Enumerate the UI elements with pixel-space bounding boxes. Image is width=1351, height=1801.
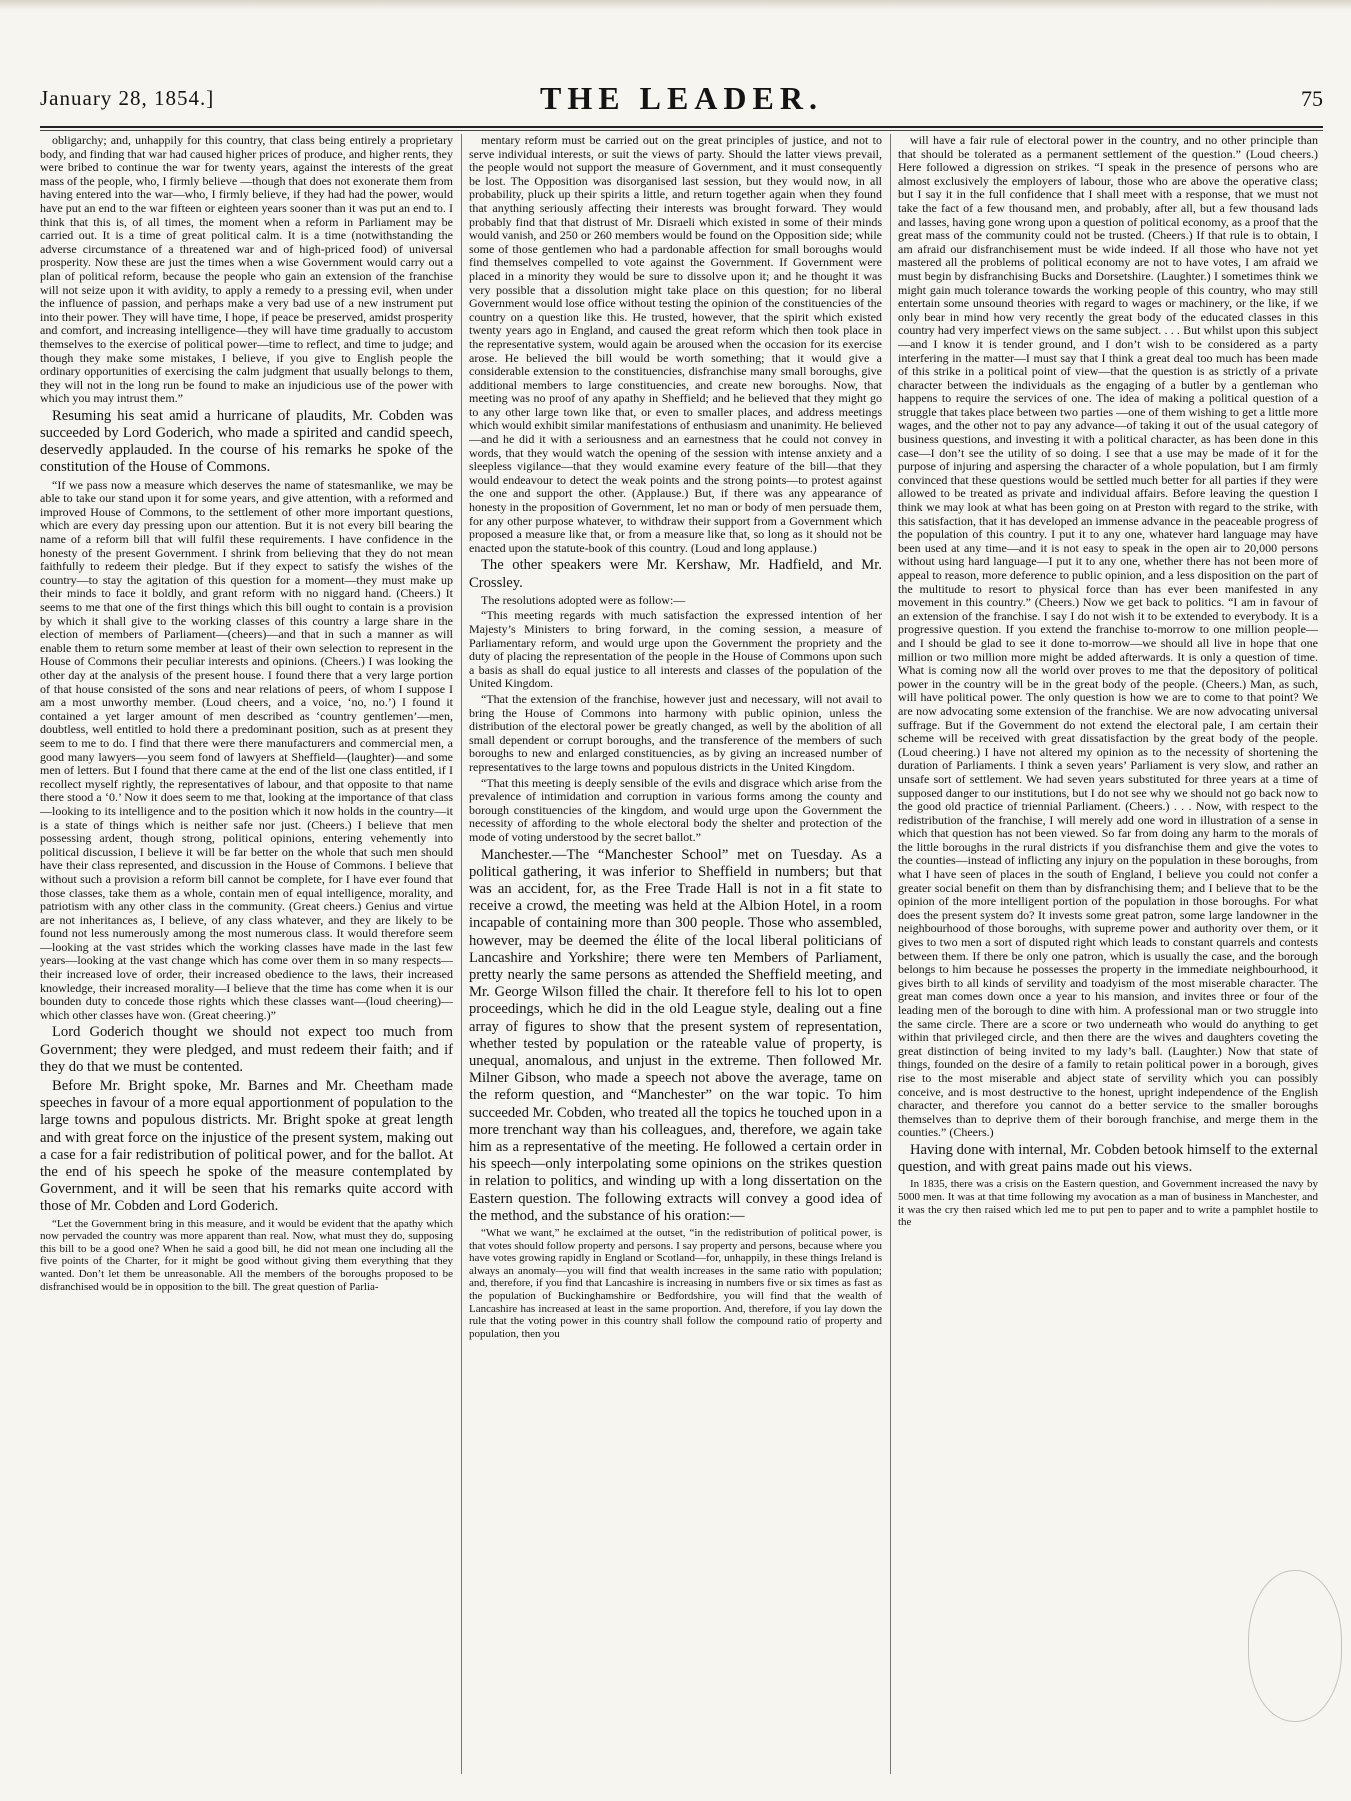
article-paragraph: “That this meeting is deeply sensible of the evils and disgrace which arise from the prevalence of intimidation and corruption in various forms among the county and borough constituencies of the kingdom, and would urge upon the Government the necessity of affording to the whole electoral body the shelter and protection of the mode of voting understood by the secret ballot.” [469, 775, 882, 844]
issue-date: January 28, 1854.] [40, 86, 215, 110]
article-paragraph: Before Mr. Bright spoke, Mr. Barnes and Mr. Cheetham made speeches in favour of a more equal apportionment of population to the large towns and populous districts. Mr. Bright spoke at great length and with great force on the injustice of the present system, making out a case for a fair redistribution of political power, and for the ballot. At the end of his speech he spoke of the measure contemplated by Government, and it will be seen that his remarks quite accord with those of Mr. Cobden and Lord Goderich. [40, 1078, 453, 1215]
page-header [40, 80, 1323, 118]
article-paragraph: “Let the Government bring in this measure, and it would be evident that the apathy which now pervaded the country was more apparent than real. Now, what must they do, supposing this bill to be a good one? When he said a good bill, he did not mean one including all the five points of the Charter, for it might be good without giving them everything that they wanted. Don’t let them be unreasonable. All the members of the boroughs proposed to be disfranchised would be in opposition to the bill. The great question of Parlia- [40, 1217, 453, 1293]
article-paragraph: The resolutions adopted were as follow:— [481, 592, 686, 607]
article-paragraph: mentary reform must be carried out on the great principles of justice, and not to serve individual interests, or suit the views of party. Should the latter views prevail, the people would not support the measure of Government, and it must consequently be lost. The Opposition was disorganised last session, but they would now, in all probability, pluck up their spirits a little, and return together again when they found that anything seriously affecting their interests was brought forward. They would probably find that that distrust of Mr. Disraeli which existed in some of their minds would vanish, and 250 or 260 members would be found on the Opposition side; while some of those gentlemen who had a pardonable affection for small boroughs would find themselves compelled to vote against the Government. If Government were placed in a minority they would be sure to dissolve upon it; and he thought it was very possible that a dissolution might take place on this question; for no liberal Government would lose office without testing the opinion of the constituencies of the country on a question like this. He trusted, however, that the spirit which existed twenty years ago in England, and caused the great reform which then took place in the representative system, would again be aroused when the occasion for its exercise arose. He believed the bill would be worth something; that it would give a considerable extension to the constituencies, disfranchise many small boroughs, give additional members to large constituencies, and create new boroughs. Now, that meeting was no proof of any apathy in Sheffield; and he believed that they might go to any other large town like that, or even to smaller places, and address meetings which would exhibit similar manifestations of enthusiasm and unanimity. He believed —and he did it with a seriousness and an earnestness that he could not convey in words, that they would watch the opening of the session with intense anxiety and a sleepless vigilance—that they would examine every feature of the bill—that they would endeavour to detect the weak points and the strong points—to protest against the one and support the other. (Applause.) But, if there was any appearance of honesty in the proposition of Government, let no man or body of men persuade them, for any other purpose whatever, to withdraw their support from a Government which proposed a measure like that, or from a measure like that, so long as it should not be enacted upon the statute-book of this country. (Loud and long applause.) [469, 134, 882, 555]
article-paragraph: Having done with internal, Mr. Cobden betook himself to the external question, and with great pains made out his views. [898, 1141, 1318, 1176]
masthead-title: THE LEADER. [540, 80, 823, 116]
article-paragraph: obligarchy; and, unhappily for this country, that class being entirely a proprietary body, and finding that war had caused higher prices of produce, and higher rents, they were bribed to continue the war for twenty years, against the interests of the great mass of the people, who, I firmly believe —though that does not exonerate them from having entered into the war—who, I firmly believe, if they had had the power, would have put an end to the war fifteen or eighteen years sooner than it was put an end to. I think that this is, of all times, the moment when a reform in Parliament may be carried out. It is a time of great political calm. It is a time (notwithstanding the adverse circumstance of a threatened war and of high-priced food) of universal prosperity. Now these are just the times when a wise Government would carry out a plan of political reform, because the people who gain an extension of the franchise will not seize upon it with avidity, to apply a remedy to a pressing evil, when under the influence of passion, and perhaps make a very bad use of a new instrument put into their power. They will have time, I hope, if peace be preserved, amidst prosperity and comfort, and increasing intelligence—they will have time gradually to accustom themselves to the exercise of political power—time to reflect, and time to judge; and though they make some mistakes, I believe, if you give to English people the ordinary opportunities of exercising the calm judgment that usually belongs to them, they will not in the long run be found to make an injudicious use of the power with which you may intrust them.” [40, 134, 453, 406]
article-paragraph: Resuming his seat amid a hurricane of plaudits, Mr. Cobden was succeeded by Lord Goderich, who made a spirited and candid speech, deservedly applauded. In the course of his remarks he spoke of the constitution of the House of Commons. [40, 407, 453, 476]
header-rule-thin [40, 130, 1323, 131]
header-rule [40, 126, 1323, 128]
article-paragraph: The other speakers were Mr. Kershaw, Mr. Hadfield, and Mr. Crossley. [469, 557, 882, 591]
article-paragraph: In 1835, there was a crisis on the Eastern question, and Government increased the navy by 5000 men. It was at that time following my avocation as a man of business in Manchester, and it was the cry then raised which led me to put pen to paper and to write a pamphlet hostile to the [898, 1178, 1318, 1229]
article-paragraph: Manchester.—The “Manchester School” met on Tuesday. As a political gathering, it was inferior to Sheffield in numbers; but that was an accident, for, as the Free Trade Hall is not in a fit state to receive a crowd, the meeting was held at the Albion Hotel, in a room incapable of containing more than 300 people. Those who assembled, however, may be deemed the élite of the local liberal politicians of Lancashire and Yorkshire; there were ten Members of Parliament, pretty nearly the same persons as attended the Sheffield meeting, and Mr. George Wilson filled the chair. It therefore fell to his lot to open proceedings, which he did in the old League style, dealing out a fine array of figures to show that the present system of representation, whether tested by population or the rateable value of property, is unequal, anomalous, and unjust in the extreme. Then followed Mr. Milner Gibson, who made a speech not above the average, tame on the reform question, and “Manchester” on the war topic. To him succeeded Mr. Cobden, who treated all the topics he touched upon in a more trenchant way than his colleagues, and, therefore, we again take him as a representative of the meeting. He followed a certain order in his speech—only interpolating some opinions on the strikes question in relation to politics, and winding up with a long dissertation on the Eastern question. The following extracts will convey a good idea of the method, and the substance of his oration:— [469, 846, 882, 1224]
column-1 [40, 134, 453, 1784]
article-paragraph: “If we pass now a measure which deserves the name of statesmanlike, we may be able to take our stand upon it for some years, and give attention, with a reformed and improved House of Commons, to the settlement of other more important questions, which are every day pressing upon our attention. But it is not every bill bearing the name of a reform bill that will fulfil these requirements. I have confidence in the honesty of the present Government. I shrink from believing that they do not mean faithfully to redeem their pledge. But if they expect to satisfy the wishes of the country—to stay the agitation of this question for a moment—they must make up their minds to face it boldly, and grant reform with no niggard hand. (Cheers.) It seems to me that one of the first things which this bill ought to contain is a provision by which it shall give to the working classes of this country a large share in the election of members of Parliament—(cheers)—and that in such a manner as will enable them to return some member at least of their own selection to represent in the House of Commons their peculiar interests and opinions. (Cheers.) I was looking the other day at the analysis of the present house. I found there that a very large portion of that house consisted of the sons and near relations of peers, of whom I suppose I am a most unworthy member. (Loud cheers, and a voice, ‘no, no.’) I found it contained a yet larger amount of men described as ‘country gentlemen’—men, doubtless, well entitled to hold there a predominant position, such as at present they seem to me to do. I find that there were there manufacturers and commercial men, a good many lawyers—you seem fond of lawyers at Sheffield—(laughter)—and some men of letters. But I found that there came at the end of the list one class entitled, if I recollect myself rightly, the representatives of labour, and that opposite to that name there stood a ‘0.’ Now it does seem to me that, looking at the importance of that class—looking to its intelligence and to the position which it now holds in the country—it is a state of things which is neither safe nor just. (Cheers.) I believe that men possessing ardent, though strong, political opinions, entering vehemently into political discussion, I believe it will be far better on the whole that such men should have their class represented, and discussion in the House of Commons. I believe that without such a provision a reform bill cannot be complete, for I have ever found that those classes, take them as a whole, contain men of equal intelligence, morality, and patriotism with any other class in the community. (Great cheers.) Genius and virtue are not inheritances as, I believe, of any class whatever, and they are likely to be found not less numerously among the most numerous class. It would therefore seem—looking at the vast strides which the working classes have made in the last few years—looking at the vast change which has come over them in so many respects—their increased love of order, their increased obedience to the laws, their increased knowledge, their increased morality—I believe that the time has come when it is our bounden duty to concede those rights which these classes want—(loud cheering)—which other classes have won. (Great cheering.)” [40, 477, 453, 1022]
column-3 [898, 134, 1318, 1784]
article-paragraph: “That the extension of the franchise, however just and necessary, will not avail to bring the House of Commons into harmony with public opinion, unless the distribution of the electoral power be greatly changed, as well by the abolition of all small dependent or corrupt boroughs, and the transference of the members of such boroughs to new and enlarged constituencies, as by giving an increased number of representatives to the large towns and populous districts in the United Kingdom. [469, 691, 882, 774]
article-paragraph: will have a fair rule of electoral power in the country, and no other principle than that should be tolerated as a permanent settlement of the question.” (Loud cheers.) Here followed a digression on strikes. “I speak in the presence of persons who are almost exclusively the employers of labour, those who are above the operative class; but I say it in the full confidence that I shall meet with a response, that we must not take the fact of a few thousand men, and probably, after all, but a few thousand lads and lasses, having gone wrong upon a question of political economy, as a proof that the great mass of the community could not be trusted. (Cheers.) If that rule is to obtain, I am afraid our disfranchisement must be wide indeed. If all those who have not yet mastered all the problems of political economy are not to have votes, I am afraid we must begin by disfranchising Bucks and Dorsetshire. (Laughter.) I sometimes think we might gain much tolerance towards the working people of this country, who may still entertain some unsound theories with regard to wages or machinery, or the like, if we only bear in mind how very recently the great body of the educated classes in this country had very imperfect views on the same subject. . . . But whilst upon this subject—and I know it is tender ground, and I don’t wish to be considered as a party interfering in the matter—I must say that I think a great deal too much has been made of this strike in a political point of view—that the question is as strictly of a private character between the individuals as the engaging of a butler by a gentleman who happens to require the services of one. The idea of making a political question of a struggle that takes place between two parties —one of them wishing to get a little more wages, and the other not to pay any advance—of taking it out of the usual category of business questions, and investing it with a political character, as has been done in this case—I don’t see the utility of so doing. I see that a use may be made of it for the purpose of injuring and aspersing the character of a whole population, but I am firmly convinced that these questions would be settled much better for all parties if they were allowed to be treated as private and individual affairs. Before leaving the question I think we may look at what has been going on at Preston with regard to the strike, with this satisfaction, that it has developed an immense advance in the peaceable progress of the population of this country. I put it to any one, whatever hard language may have been used at any time—and it is not easy to speak in the open air to 20,000 persons without using hard language—I put it to any one, whether there has not been more of appeal to reason, more deference to public opinion, and a less disposition on the part of the multitude to resort to physical force than has ever been manifested in any movement in this country.” (Cheers.) Now we get back to politics. “I am in favour of an extension of the franchise. I say I do not wish it to be extended to everybody. It is a progressive question. If you extend the franchise to-morrow to one million people—and I should be glad to see it done to-morrow—we should all live in hope that one million or two million more might be added afterwards. It is only a question of time. What is coming now all the world over proves to me that the depository of political power in the country will be in the great body of the people. (Cheers.) Man, as such, will have political power. The only question is how we are to come to that point? We are now advocating some extension of the franchise. We are now advocating universal suffrage. But if the Government do not extend the electoral pale, I am certain their scheme will be received with great dissatisfaction by the great body of the people. (Loud cheering.) I have not altered my opinion as to the necessity of shortening the duration of Parliaments. I think a seven years’ Parliament is very slow, and rather an unsafe sort of settlement. We had seven years substituted for three years at a time of supposed danger to our institutions, but I do not see why we should not go back now to the good old practice of triennial Parliament. (Cheers.) . . . Now, with respect to the redistribution of the franchise, I will merely add one word in illustration of a sense in which that question has not been viewed. So far from doing any harm to the morals of the little boroughs in the rural districts if you disfranchise them and give the votes to the counties—instead of inflicting any injury on the population in these boroughs, from what I have seen of places in the south of England, I believe you could not confer a greater social benefit on them than by disfranchising them; and I believe that to be the opinion of the more intelligent portion of the population in those boroughs. For what does the present system do? It invests some great patron, some large landowner in the neighbourhood of those boroughs, with supreme power and authority over them, or it gives to two men a sort of disputed right which leads to constant quarrels and contests between them. If there be only one patron, which is usually the case, and the borough belongs to him because he possesses the property in the immediate neighbourhood, it gives birth to all kinds of servility and toadyism of the most miserable character. The great man comes down once a year to his mansion, and invites three or four of the leading men of the borough to dine with him. A professional man or two struggle into the same circle. There are a score or two underneath who would do anything to get within that privileged circle, and then there are the wives and daughters coveting the great distinction of being invited to my lady’s ball. (Laughter.) Now that state of things, founded on the desire of a family to retain political power in a borough, gives rise to the most miserable and abject state of servility which you can possibly conceive, and is most destructive to the honest, upright independence of the English character, and therefore you cannot do a better service to the smaller boroughs themselves than to deprive them of their borough franchise, and merge them in the counties.” (Cheers.) [898, 134, 1318, 1140]
library-stamp [1248, 1570, 1342, 1722]
article-paragraph: “What we want,” he exclaimed at the outset, “in the redistribution of political power, is that votes should follow property and persons. I say property and persons, because where you have votes growing rapidly in England or Scotland—for, unhappily, in these things Ireland is always an anomaly—you will find that wealth increases in the same ratio with population; and, therefore, if you find that Lancashire is increasing in numbers five or six times as fast as the population of Buckinghamshire or Bedfordshire, you will find that the wealth of Lancashire has increased at least in the same proportion. And, therefore, if you lay down the rule that the voting power in this country shall follow the compound ratio of property and population, then you [469, 1226, 882, 1340]
article-paragraph: Lord Goderich thought we should not expect too much from Government; they were pledged, and must redeem their faith; and if they do that we must be contented. [40, 1024, 453, 1075]
page-top-edge [0, 0, 1351, 10]
article-paragraph: “This meeting regards with much satisfaction the expressed intention of her Majesty’s Ministers to bring forward, in the coming session, a measure of Parliamentary reform, and would urge upon the Government the propriety and the duty of placing the representation of the people in the House of Commons upon such a basis as shall do equal justice to all interests and classes of the population of the United Kingdom. [469, 608, 882, 691]
page-number: 75 [1301, 86, 1323, 111]
column-2 [469, 134, 882, 1784]
column-divider [890, 134, 891, 1774]
column-divider [461, 134, 462, 1774]
